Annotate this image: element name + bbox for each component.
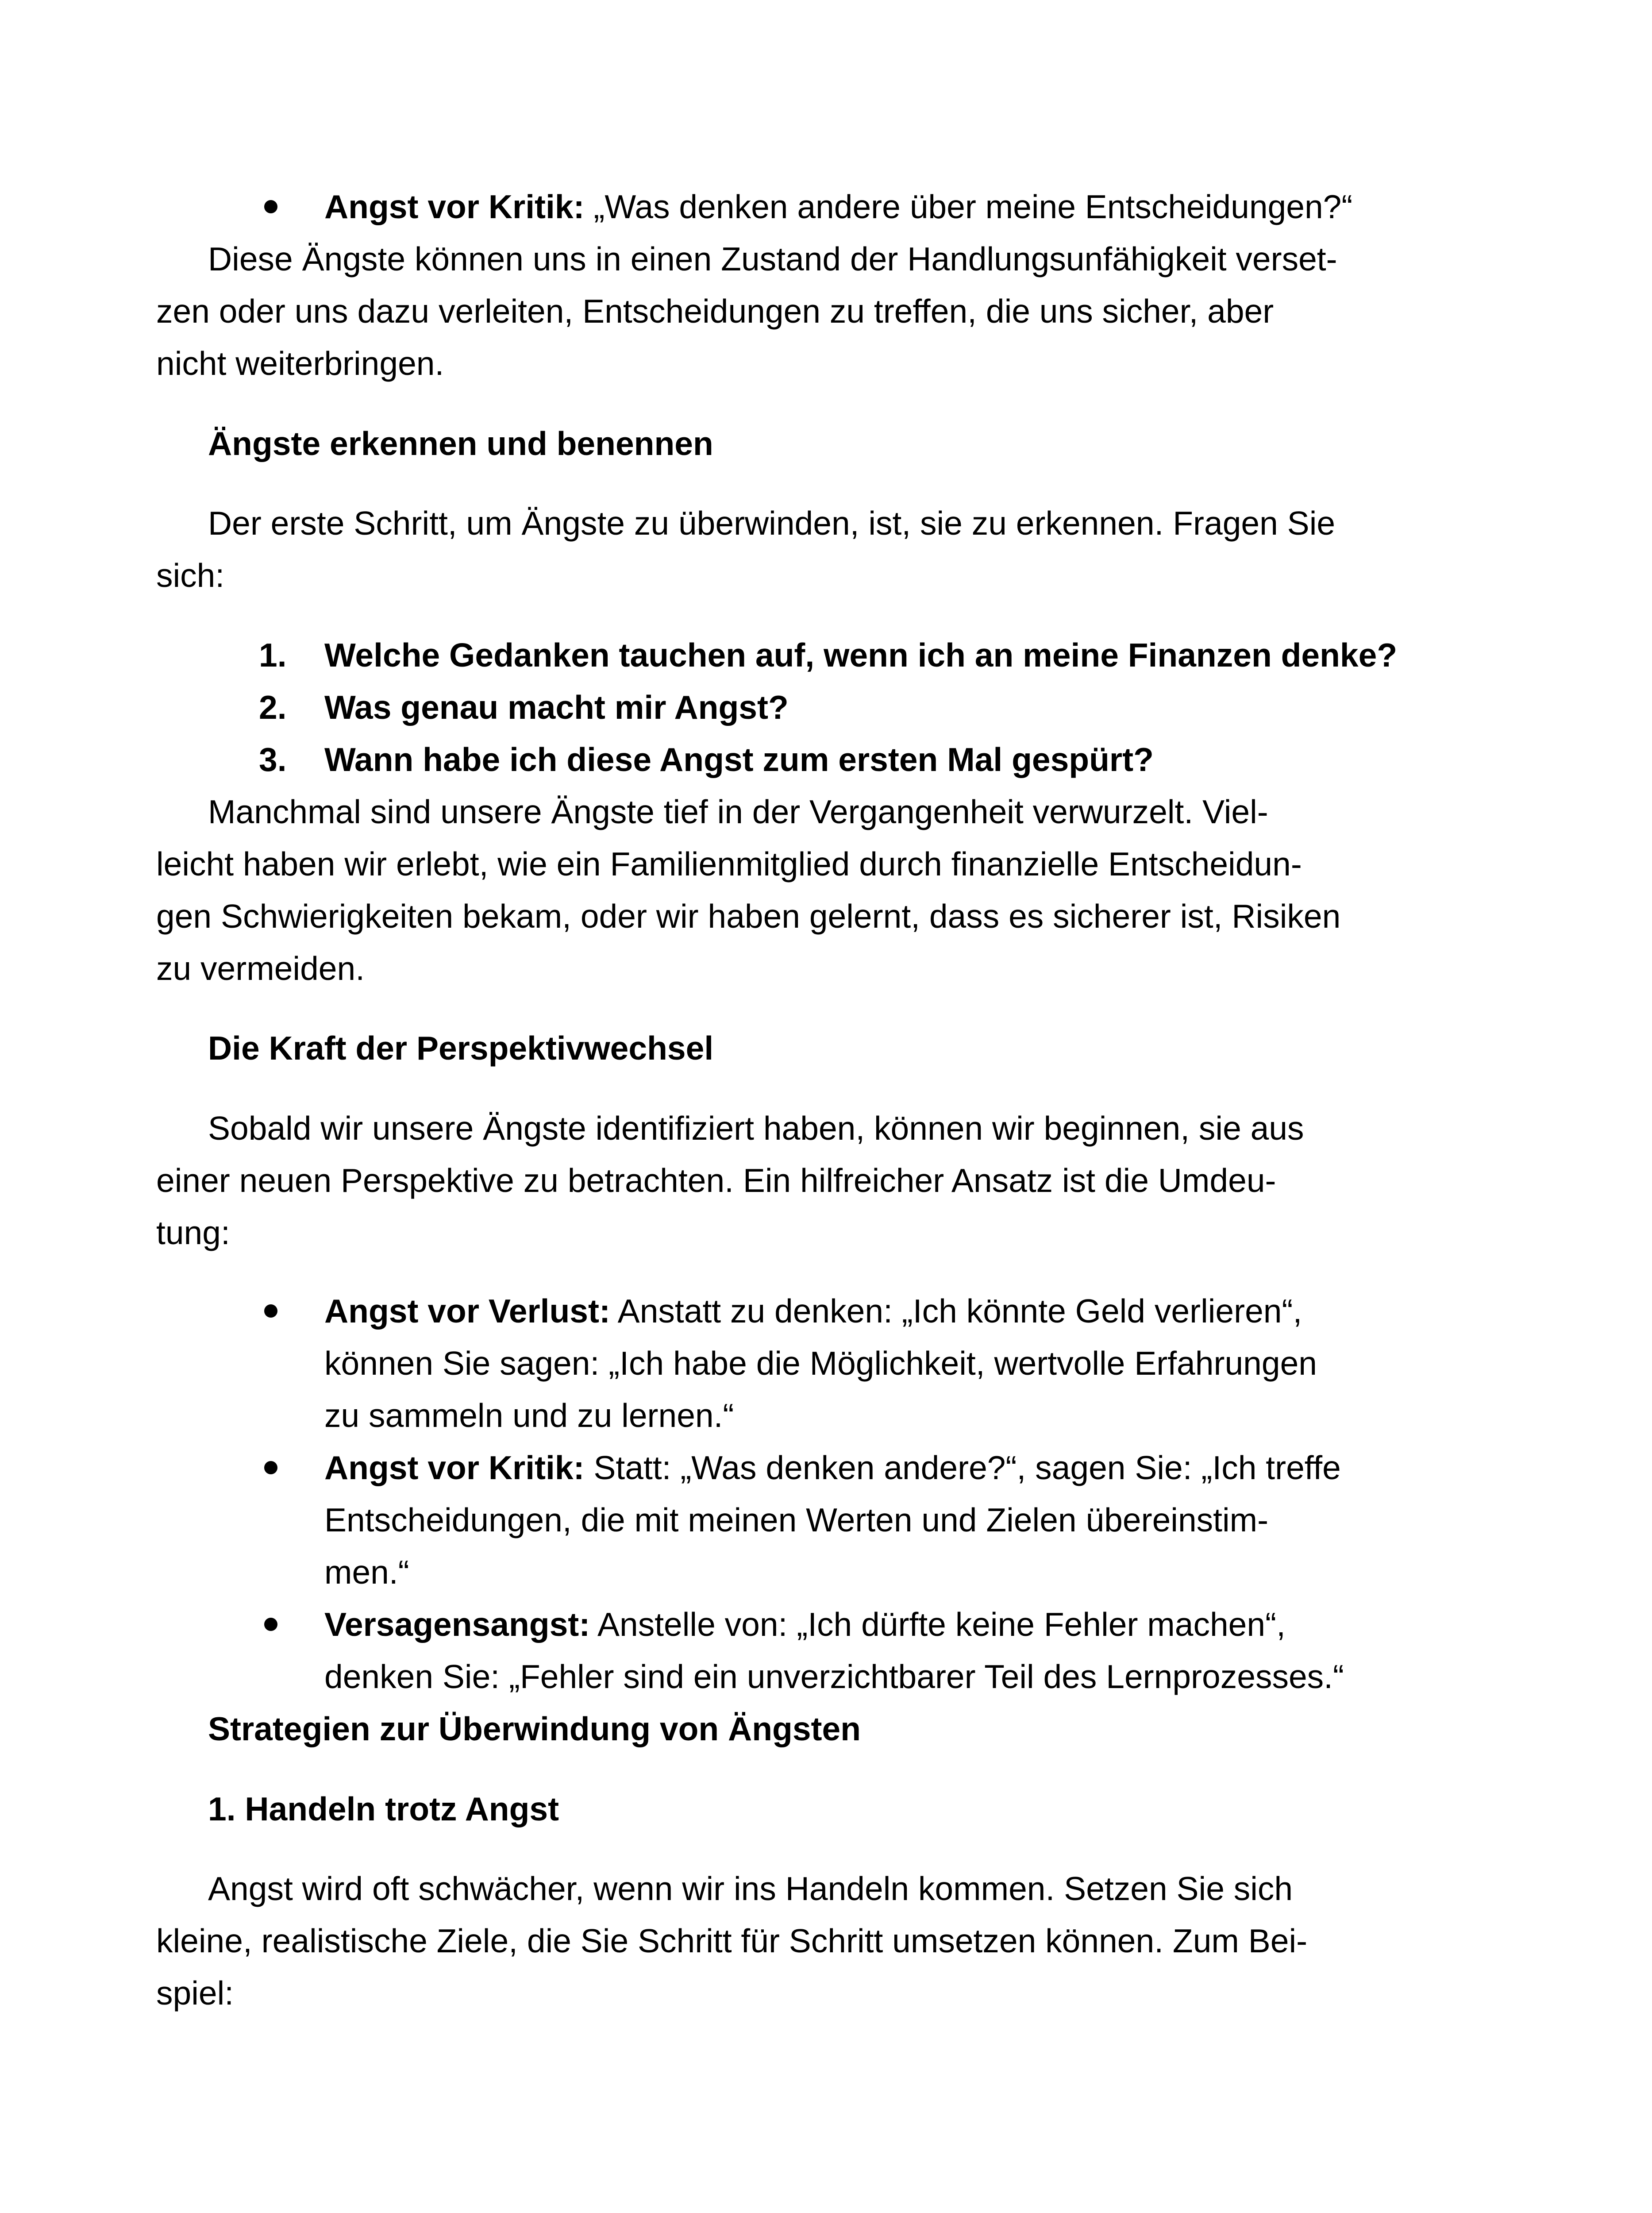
- bullet-text: Anstatt zu denken: „Ich könnte Geld verlieren“,: [617, 1292, 1302, 1330]
- paragraph-line: zu vermeiden.: [156, 950, 365, 987]
- paragraph-line: nicht weiterbringen.: [156, 345, 444, 382]
- bullet-term: Versagensangst:: [324, 1606, 590, 1643]
- bullet-item: [324, 180, 1352, 233]
- bullet-text: Anstelle von: „Ich dürfte keine Fehler machen“,: [597, 1606, 1286, 1643]
- bullet-item: [324, 1284, 1302, 1338]
- paragraph-line: einer neuen Perspektive zu betrachten. Ein hilfreicher Ansatz ist die Umdeu-: [156, 1162, 1276, 1199]
- numbered-item: Welche Gedanken tauchen auf, wenn ich an meine Finanzen denke?: [324, 636, 1398, 674]
- bullet-item: [324, 1598, 1286, 1651]
- paragraph-line: Sobald wir unsere Ängste identifiziert haben, können wir beginnen, sie aus: [208, 1110, 1304, 1147]
- bullet-text: men.“: [324, 1554, 409, 1591]
- section-heading: Ängste erkennen und benennen: [208, 425, 713, 462]
- bullet-term: Angst vor Kritik:: [324, 1449, 585, 1486]
- paragraph-line: Manchmal sind unsere Ängste tief in der Vergangenheit verwurzelt. Viel-: [208, 793, 1268, 830]
- paragraph-line: leicht haben wir erlebt, wie ein Familienmitglied durch finanzielle Entscheidun-: [156, 845, 1302, 883]
- bullet-item: [324, 1441, 1341, 1494]
- list-number: 2.: [259, 689, 287, 726]
- bullet-text: können Sie sagen: „Ich habe die Möglichkeit, wertvolle Erfahrungen: [324, 1345, 1317, 1382]
- bullet-icon: [264, 1461, 277, 1474]
- list-number: 1.: [259, 636, 287, 674]
- paragraph-line: sich:: [156, 557, 225, 594]
- bullet-text: Statt: „Was denken andere?“, sagen Sie: „Ich treffe: [593, 1449, 1341, 1486]
- paragraph-line: spiel:: [156, 1974, 234, 2012]
- paragraph-line: Der erste Schritt, um Ängste zu überwinden, ist, sie zu erkennen. Fragen Sie: [208, 505, 1336, 542]
- bullet-term: Angst vor Verlust:: [324, 1292, 610, 1330]
- paragraph-line: Diese Ängste können uns in einen Zustand der Handlungsunfähigkeit verset-: [208, 240, 1337, 278]
- numbered-item: Was genau macht mir Angst?: [324, 689, 789, 726]
- subsection-heading: 1. Handeln trotz Angst: [208, 1790, 559, 1827]
- paragraph-line: zen oder uns dazu verleiten, Entscheidungen zu treffen, die uns sicher, aber: [156, 293, 1274, 330]
- paragraph-line: tung:: [156, 1214, 230, 1251]
- bullet-icon: [264, 1304, 277, 1318]
- bullet-text: zu sammeln und zu lernen.“: [324, 1397, 734, 1434]
- section-heading: Strategien zur Überwindung von Ängsten: [208, 1710, 861, 1747]
- bullet-text: „Was denken andere über meine Entscheidungen?“: [593, 188, 1353, 225]
- section-heading: Die Kraft der Perspektivwechsel: [208, 1029, 714, 1067]
- paragraph-line: kleine, realistische Ziele, die Sie Schritt für Schritt umsetzen können. Zum Bei-: [156, 1922, 1308, 1959]
- bullet-icon: [264, 200, 277, 213]
- bullet-icon: [264, 1618, 277, 1631]
- numbered-item: Wann habe ich diese Angst zum ersten Mal gespürt?: [324, 741, 1154, 778]
- bullet-text: Entscheidungen, die mit meinen Werten und Zielen übereinstim-: [324, 1501, 1269, 1538]
- paragraph-line: Angst wird oft schwächer, wenn wir ins Handeln kommen. Setzen Sie sich: [208, 1870, 1293, 1907]
- list-number: 3.: [259, 741, 287, 778]
- paragraph-line: gen Schwierigkeiten bekam, oder wir haben gelernt, dass es sicherer ist, Risiken: [156, 898, 1341, 935]
- bullet-term: Angst vor Kritik:: [324, 188, 585, 225]
- bullet-text: denken Sie: „Fehler sind ein unverzichtbarer Teil des Lernprozesses.“: [324, 1658, 1344, 1695]
